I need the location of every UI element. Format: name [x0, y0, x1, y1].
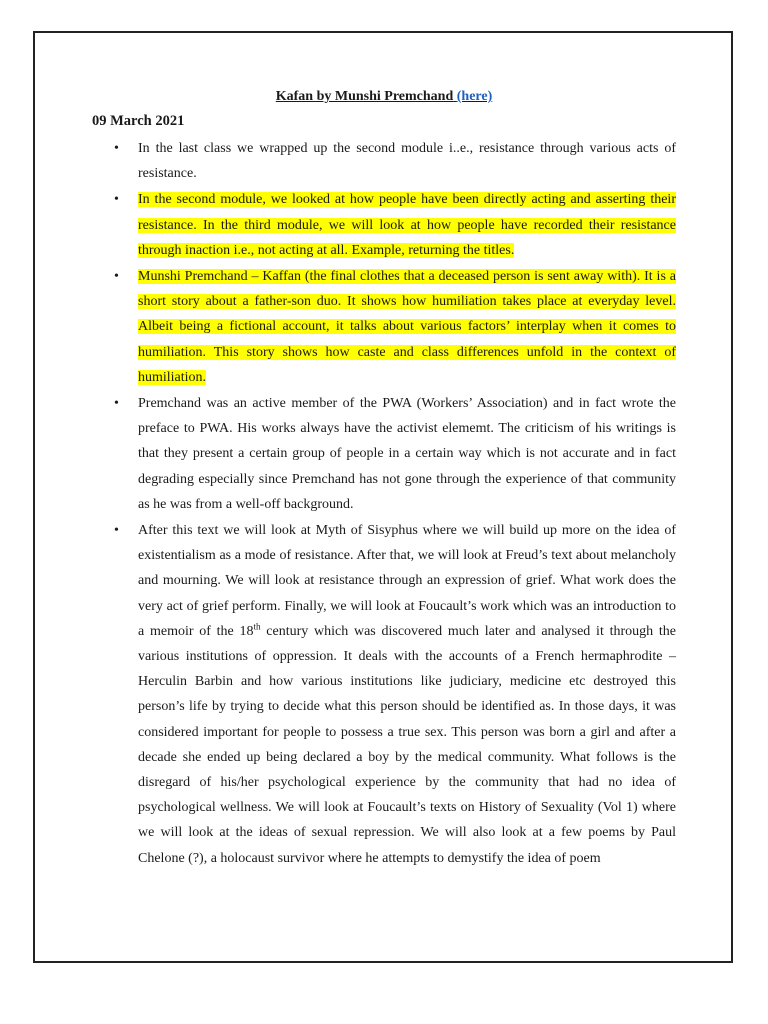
list-item: [108, 187, 676, 263]
title-text: Kafan by Munshi Premchand: [275, 89, 454, 104]
document-title: [0, 88, 768, 106]
list-item: [108, 136, 676, 186]
list-item-text: In the last class we wrapped up the second module i..e., resistance through various acts of resistance.: [138, 141, 676, 182]
list-item: [108, 391, 676, 517]
highlighted-text: In the second module, we looked at how people have been directly acting and asserting their resistance. In the third module, we will look at how people have recorded their resistance through inaction i.e., not acting at all. Example, returning the titles.: [138, 192, 676, 258]
list-item: [108, 518, 676, 871]
list-item-text: Premchand was an active member of the PWA (Workers’ Association) and in fact wrote the preface to PWA. His works always have the activist elememt. The criticism of his writings is that they present a certain group of people in a certain way which is not accurate and in fact degrading especially since Premchand has not gone through the experience of that community as he was from a well-off background.: [138, 396, 676, 512]
list-item-text: After this text we will look at Myth of Sisyphus where we will build up more on the idea of existentialism as a mode of resistance. After that, we will look at Freud’s text about melancholy and mourning. We will look at resistance through an expression of grief. What work does the very act of grief perform. Finally, we will look at Foucault’s work which was an introduction to a memoir of the 18: [138, 523, 676, 639]
date-heading: 09 March 2021: [92, 113, 185, 129]
notes-list: [108, 136, 676, 872]
title-link[interactable]: (here): [456, 89, 493, 104]
list-item-text-continued: century which was discovered much later and analysed it through the various institutions of oppression. It deals with the accounts of a French hermaphrodite – Herculin Barbin and how various institutions like judiciary, medicine etc destroyed this person’s life by trying to decide what this person should be identified as. In those days, it was considered important for people to possess a true sex. This person was born a girl and after a decade she ended up being declared a boy by the medical community. What follows is the disregard of his/her psychological experience by the community that had no idea of psychological wellness. We will look at Foucault’s texts on History of Sexuality (Vol 1) where we will look at the ideas of sexual repression. We will also look at a few poems by Paul Chelone (?), a holocaust survivor where he attempts to demystify the idea of poem: [138, 623, 676, 866]
highlighted-text: Munshi Premchand – Kaffan (the final clothes that a deceased person is sent away with). It is a short story about a father-son duo. It shows how humiliation takes place at everyday level. Albeit being a fictional account, it talks about various factors’ interplay when it comes to humiliation. This story shows how caste and class differences unfold in the context of humiliation.: [138, 269, 676, 385]
superscript: th: [253, 621, 261, 632]
list-item: [108, 264, 676, 390]
